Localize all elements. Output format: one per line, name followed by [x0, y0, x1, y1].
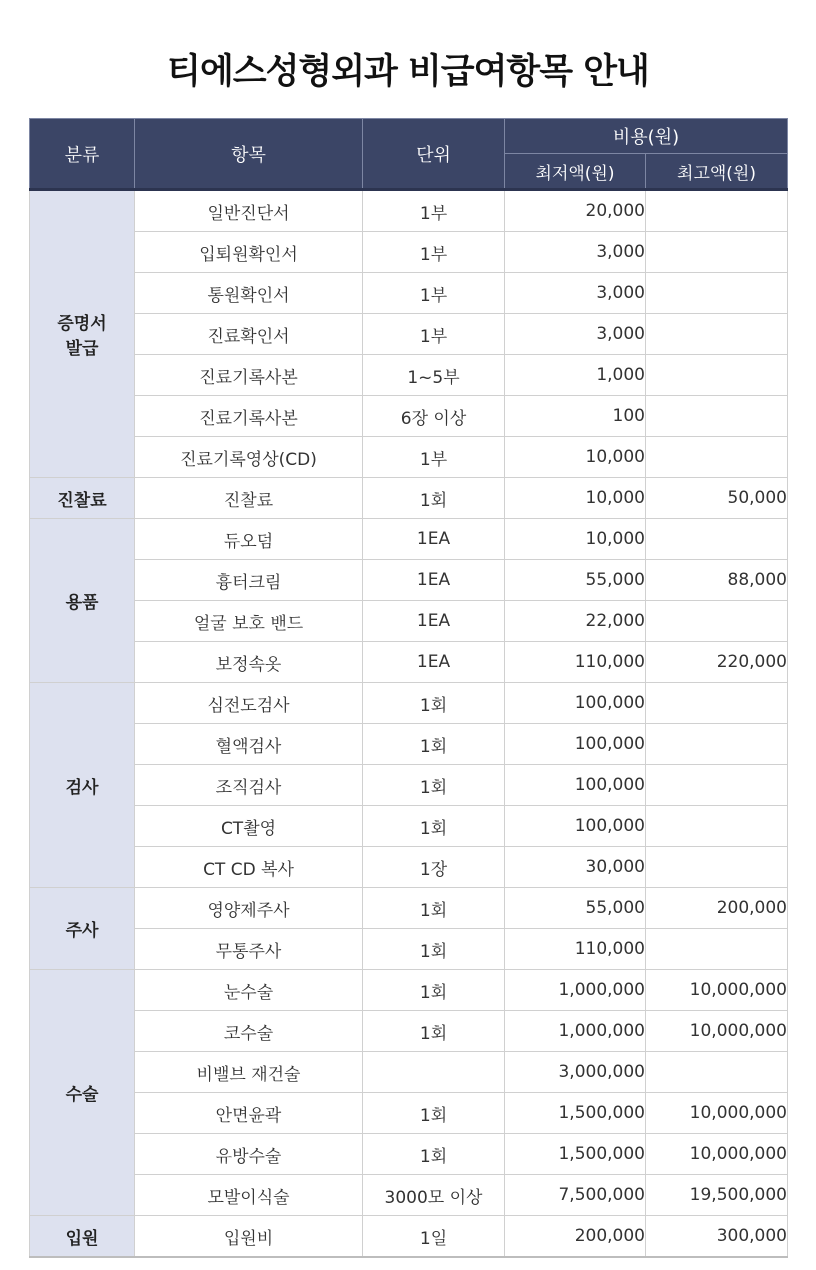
unit-cell: 6장 이상	[363, 396, 505, 437]
category-cell: 수술	[30, 970, 135, 1216]
table-body	[30, 190, 788, 1258]
table-row	[30, 1175, 788, 1216]
table-row	[30, 1093, 788, 1134]
table-row	[30, 724, 788, 765]
item-cell: CT CD 복사	[135, 847, 363, 888]
table-row	[30, 642, 788, 683]
table-row	[30, 888, 788, 929]
header-max: 최고액(원)	[646, 154, 788, 190]
max-cost-cell	[646, 232, 788, 273]
unit-cell: 1회	[363, 970, 505, 1011]
max-cost-cell	[646, 601, 788, 642]
unit-cell: 1EA	[363, 642, 505, 683]
max-cost-cell: 50,000	[646, 478, 788, 519]
category-cell: 주사	[30, 888, 135, 970]
min-cost-cell: 10,000	[505, 478, 646, 519]
max-cost-cell	[646, 847, 788, 888]
table-row	[30, 847, 788, 888]
min-cost-cell: 20,000	[505, 190, 646, 232]
item-cell: 진찰료	[135, 478, 363, 519]
table-row	[30, 1011, 788, 1052]
category-cell: 검사	[30, 683, 135, 888]
item-cell: 유방수술	[135, 1134, 363, 1175]
header-category: 분류	[30, 119, 135, 190]
unit-cell: 1회	[363, 1134, 505, 1175]
unit-cell: 1부	[363, 190, 505, 232]
min-cost-cell: 110,000	[505, 929, 646, 970]
header-cost: 비용(원)	[505, 119, 788, 154]
item-cell: CT촬영	[135, 806, 363, 847]
fee-table	[29, 118, 788, 1258]
item-cell: 안면윤곽	[135, 1093, 363, 1134]
table-row	[30, 1216, 788, 1258]
max-cost-cell	[646, 190, 788, 232]
min-cost-cell: 1,000,000	[505, 1011, 646, 1052]
table-row	[30, 970, 788, 1011]
max-cost-cell: 10,000,000	[646, 1011, 788, 1052]
item-cell: 보정속옷	[135, 642, 363, 683]
item-cell: 모발이식술	[135, 1175, 363, 1216]
max-cost-cell	[646, 314, 788, 355]
unit-cell: 1EA	[363, 601, 505, 642]
unit-cell: 1회	[363, 806, 505, 847]
item-cell: 조직검사	[135, 765, 363, 806]
table-row	[30, 1052, 788, 1093]
item-cell: 입원비	[135, 1216, 363, 1258]
item-cell: 입퇴원확인서	[135, 232, 363, 273]
min-cost-cell: 3,000	[505, 232, 646, 273]
table-row	[30, 601, 788, 642]
min-cost-cell: 110,000	[505, 642, 646, 683]
unit-cell: 1회	[363, 1093, 505, 1134]
max-cost-cell	[646, 1052, 788, 1093]
item-cell: 얼굴 보호 밴드	[135, 601, 363, 642]
category-cell: 진찰료	[30, 478, 135, 519]
unit-cell: 1회	[363, 1011, 505, 1052]
max-cost-cell	[646, 519, 788, 560]
min-cost-cell: 3,000	[505, 273, 646, 314]
table-row	[30, 806, 788, 847]
table-row	[30, 929, 788, 970]
item-cell: 심전도검사	[135, 683, 363, 724]
min-cost-cell: 55,000	[505, 560, 646, 601]
table-header	[30, 119, 788, 190]
max-cost-cell: 88,000	[646, 560, 788, 601]
max-cost-cell	[646, 437, 788, 478]
max-cost-cell	[646, 273, 788, 314]
item-cell: 진료확인서	[135, 314, 363, 355]
max-cost-cell	[646, 355, 788, 396]
item-cell: 코수술	[135, 1011, 363, 1052]
item-cell: 무통주사	[135, 929, 363, 970]
unit-cell: 1회	[363, 724, 505, 765]
unit-cell: 1회	[363, 765, 505, 806]
min-cost-cell: 1,500,000	[505, 1093, 646, 1134]
header-item: 항목	[135, 119, 363, 190]
category-cell: 증명서 발급	[30, 190, 135, 478]
max-cost-cell: 300,000	[646, 1216, 788, 1258]
min-cost-cell: 3,000,000	[505, 1052, 646, 1093]
min-cost-cell: 100,000	[505, 724, 646, 765]
table-row	[30, 519, 788, 560]
unit-cell: 1회	[363, 478, 505, 519]
table-row	[30, 478, 788, 519]
max-cost-cell	[646, 683, 788, 724]
table-row	[30, 1134, 788, 1175]
unit-cell: 1EA	[363, 560, 505, 601]
max-cost-cell: 10,000,000	[646, 1093, 788, 1134]
min-cost-cell: 3,000	[505, 314, 646, 355]
item-cell: 흉터크림	[135, 560, 363, 601]
item-cell: 영양제주사	[135, 888, 363, 929]
max-cost-cell: 200,000	[646, 888, 788, 929]
item-cell: 진료기록사본	[135, 355, 363, 396]
unit-cell: 1부	[363, 273, 505, 314]
table-row	[30, 683, 788, 724]
page-title: 티에스성형외과 비급여항목 안내	[167, 52, 649, 92]
max-cost-cell: 10,000,000	[646, 1134, 788, 1175]
max-cost-cell	[646, 724, 788, 765]
min-cost-cell: 100,000	[505, 765, 646, 806]
table-row	[30, 232, 788, 273]
unit-cell: 1일	[363, 1216, 505, 1258]
category-cell: 용품	[30, 519, 135, 683]
min-cost-cell: 1,000	[505, 355, 646, 396]
table-row	[30, 560, 788, 601]
unit-cell: 1부	[363, 314, 505, 355]
table-row	[30, 355, 788, 396]
header-unit: 단위	[363, 119, 505, 190]
min-cost-cell: 55,000	[505, 888, 646, 929]
unit-cell: 1EA	[363, 519, 505, 560]
table-row	[30, 273, 788, 314]
max-cost-cell: 10,000,000	[646, 970, 788, 1011]
unit-cell	[363, 1052, 505, 1093]
min-cost-cell: 1,500,000	[505, 1134, 646, 1175]
item-cell: 일반진단서	[135, 190, 363, 232]
unit-cell: 3000모 이상	[363, 1175, 505, 1216]
item-cell: 진료기록영상(CD)	[135, 437, 363, 478]
unit-cell: 1회	[363, 929, 505, 970]
item-cell: 듀오덤	[135, 519, 363, 560]
unit-cell: 1부	[363, 232, 505, 273]
min-cost-cell: 100,000	[505, 806, 646, 847]
max-cost-cell: 19,500,000	[646, 1175, 788, 1216]
unit-cell: 1부	[363, 437, 505, 478]
min-cost-cell: 7,500,000	[505, 1175, 646, 1216]
min-cost-cell: 10,000	[505, 519, 646, 560]
header-min: 최저액(원)	[505, 154, 646, 190]
item-cell: 혈액검사	[135, 724, 363, 765]
category-cell: 입원	[30, 1216, 135, 1258]
max-cost-cell	[646, 396, 788, 437]
max-cost-cell: 220,000	[646, 642, 788, 683]
table-row	[30, 437, 788, 478]
max-cost-cell	[646, 929, 788, 970]
min-cost-cell: 30,000	[505, 847, 646, 888]
min-cost-cell: 10,000	[505, 437, 646, 478]
min-cost-cell: 100	[505, 396, 646, 437]
min-cost-cell: 200,000	[505, 1216, 646, 1258]
item-cell: 눈수술	[135, 970, 363, 1011]
min-cost-cell: 22,000	[505, 601, 646, 642]
unit-cell: 1회	[363, 683, 505, 724]
table-row	[30, 396, 788, 437]
unit-cell: 1장	[363, 847, 505, 888]
table-row	[30, 190, 788, 232]
unit-cell: 1~5부	[363, 355, 505, 396]
item-cell: 통원확인서	[135, 273, 363, 314]
table-row	[30, 765, 788, 806]
max-cost-cell	[646, 806, 788, 847]
table-row	[30, 314, 788, 355]
unit-cell: 1회	[363, 888, 505, 929]
item-cell: 진료기록사본	[135, 396, 363, 437]
min-cost-cell: 100,000	[505, 683, 646, 724]
max-cost-cell	[646, 765, 788, 806]
item-cell: 비밸브 재건술	[135, 1052, 363, 1093]
min-cost-cell: 1,000,000	[505, 970, 646, 1011]
